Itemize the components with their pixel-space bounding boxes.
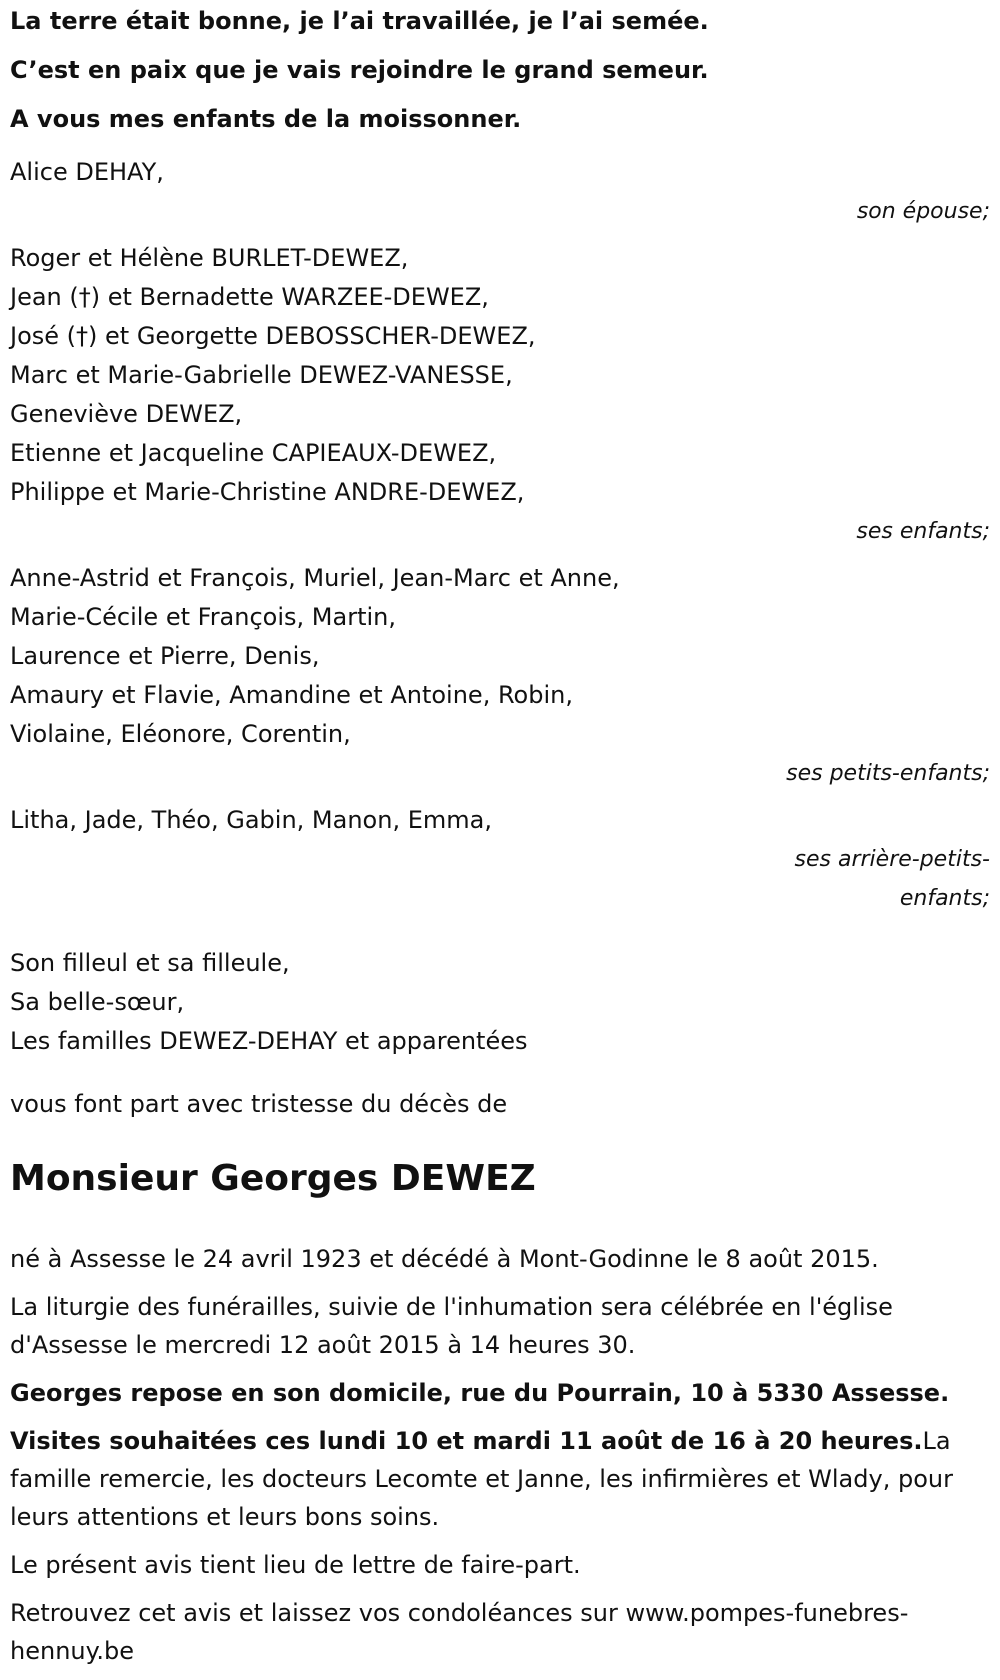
family-name: Anne-Astrid et François, Muriel, Jean-Marc et Anne, xyxy=(10,564,620,592)
relative-line: Les familles DEWEZ-DEHAY et apparentées xyxy=(10,1027,528,1055)
family-role: son épouse; xyxy=(856,199,990,224)
quote-line: C’est en paix que je vais rejoindre le grand semeur. xyxy=(10,56,709,84)
family-name: Marc et Marie-Gabrielle DEWEZ-VANESSE, xyxy=(10,361,513,389)
family-name: Alice DEHAY, xyxy=(10,158,164,186)
quote-line: A vous mes enfants de la moissonner. xyxy=(10,105,522,133)
deceased-name: Monsieur Georges DEWEZ xyxy=(10,1158,536,1199)
family-group-grandchildren xyxy=(10,559,990,793)
family-role: ses petits-enfants; xyxy=(786,761,990,786)
condolences-paragraph: Retrouvez cet avis et laissez vos condoléances sur www.pompes-funebres-hennuy.be xyxy=(10,1599,909,1665)
family-list xyxy=(10,153,990,918)
relative-line: Son filleul et sa filleule, xyxy=(10,949,290,977)
family-name: Violaine, Eléonore, Corentin, xyxy=(10,720,351,748)
family-name: José (†) et Georgette DEBOSSCHER-DEWEZ, xyxy=(10,322,536,350)
family-name: Marie-Cécile et François, Martin, xyxy=(10,603,396,631)
announcement-text: vous font part avec tristesse du décès de xyxy=(10,1090,508,1118)
family-group-great-grandchildren xyxy=(10,801,990,918)
visits-rest-text: La famille remercie, les docteurs Lecomte et Janne, les infirmières et Wlady, pour leurs attentions et leurs bons soins. xyxy=(10,1427,953,1531)
family-group-children xyxy=(10,239,990,551)
family-role: ses arrière-petits-enfants; xyxy=(794,847,990,911)
notice-paragraph: Le présent avis tient lieu de lettre de faire-part. xyxy=(10,1551,581,1579)
visits-paragraph xyxy=(10,1422,990,1536)
other-relatives xyxy=(10,944,990,1061)
family-role: ses enfants; xyxy=(856,519,990,544)
relative-line: Sa belle-sœur, xyxy=(10,988,185,1016)
family-name: Geneviève DEWEZ, xyxy=(10,400,243,428)
family-name: Amaury et Flavie, Amandine et Antoine, Robin, xyxy=(10,681,573,709)
family-name: Philippe et Marie-Christine ANDRE-DEWEZ, xyxy=(10,478,525,506)
liturgy-paragraph: La liturgie des funérailles, suivie de l'inhumation sera célébrée en l'église d'Assesse le mercredi 12 août 2015 à 14 heures 30. xyxy=(10,1293,893,1359)
epitaph-quote xyxy=(10,6,990,134)
family-name: Laurence et Pierre, Denis, xyxy=(10,642,320,670)
birth-death-paragraph: né à Assesse le 24 avril 1923 et décédé à Mont-Godinne le 8 août 2015. xyxy=(10,1245,879,1273)
family-name: Roger et Hélène BURLET-DEWEZ, xyxy=(10,244,409,272)
quote-line: La terre était bonne, je l’ai travaillée, je l’ai semée. xyxy=(10,7,709,35)
family-group-spouse xyxy=(10,153,990,231)
family-name: Jean (†) et Bernadette WARZEE-DEWEZ, xyxy=(10,283,489,311)
family-name: Etienne et Jacqueline CAPIEAUX-DEWEZ, xyxy=(10,439,497,467)
visits-bold-text: Visites souhaitées ces lundi 10 et mardi 11 août de 16 à 20 heures. xyxy=(10,1427,923,1455)
obituary-details xyxy=(10,1240,990,1670)
rest-paragraph: Georges repose en son domicile, rue du Pourrain, 10 à 5330 Assesse. xyxy=(10,1379,950,1407)
obituary-page xyxy=(10,0,990,1680)
family-name: Litha, Jade, Théo, Gabin, Manon, Emma, xyxy=(10,806,492,834)
